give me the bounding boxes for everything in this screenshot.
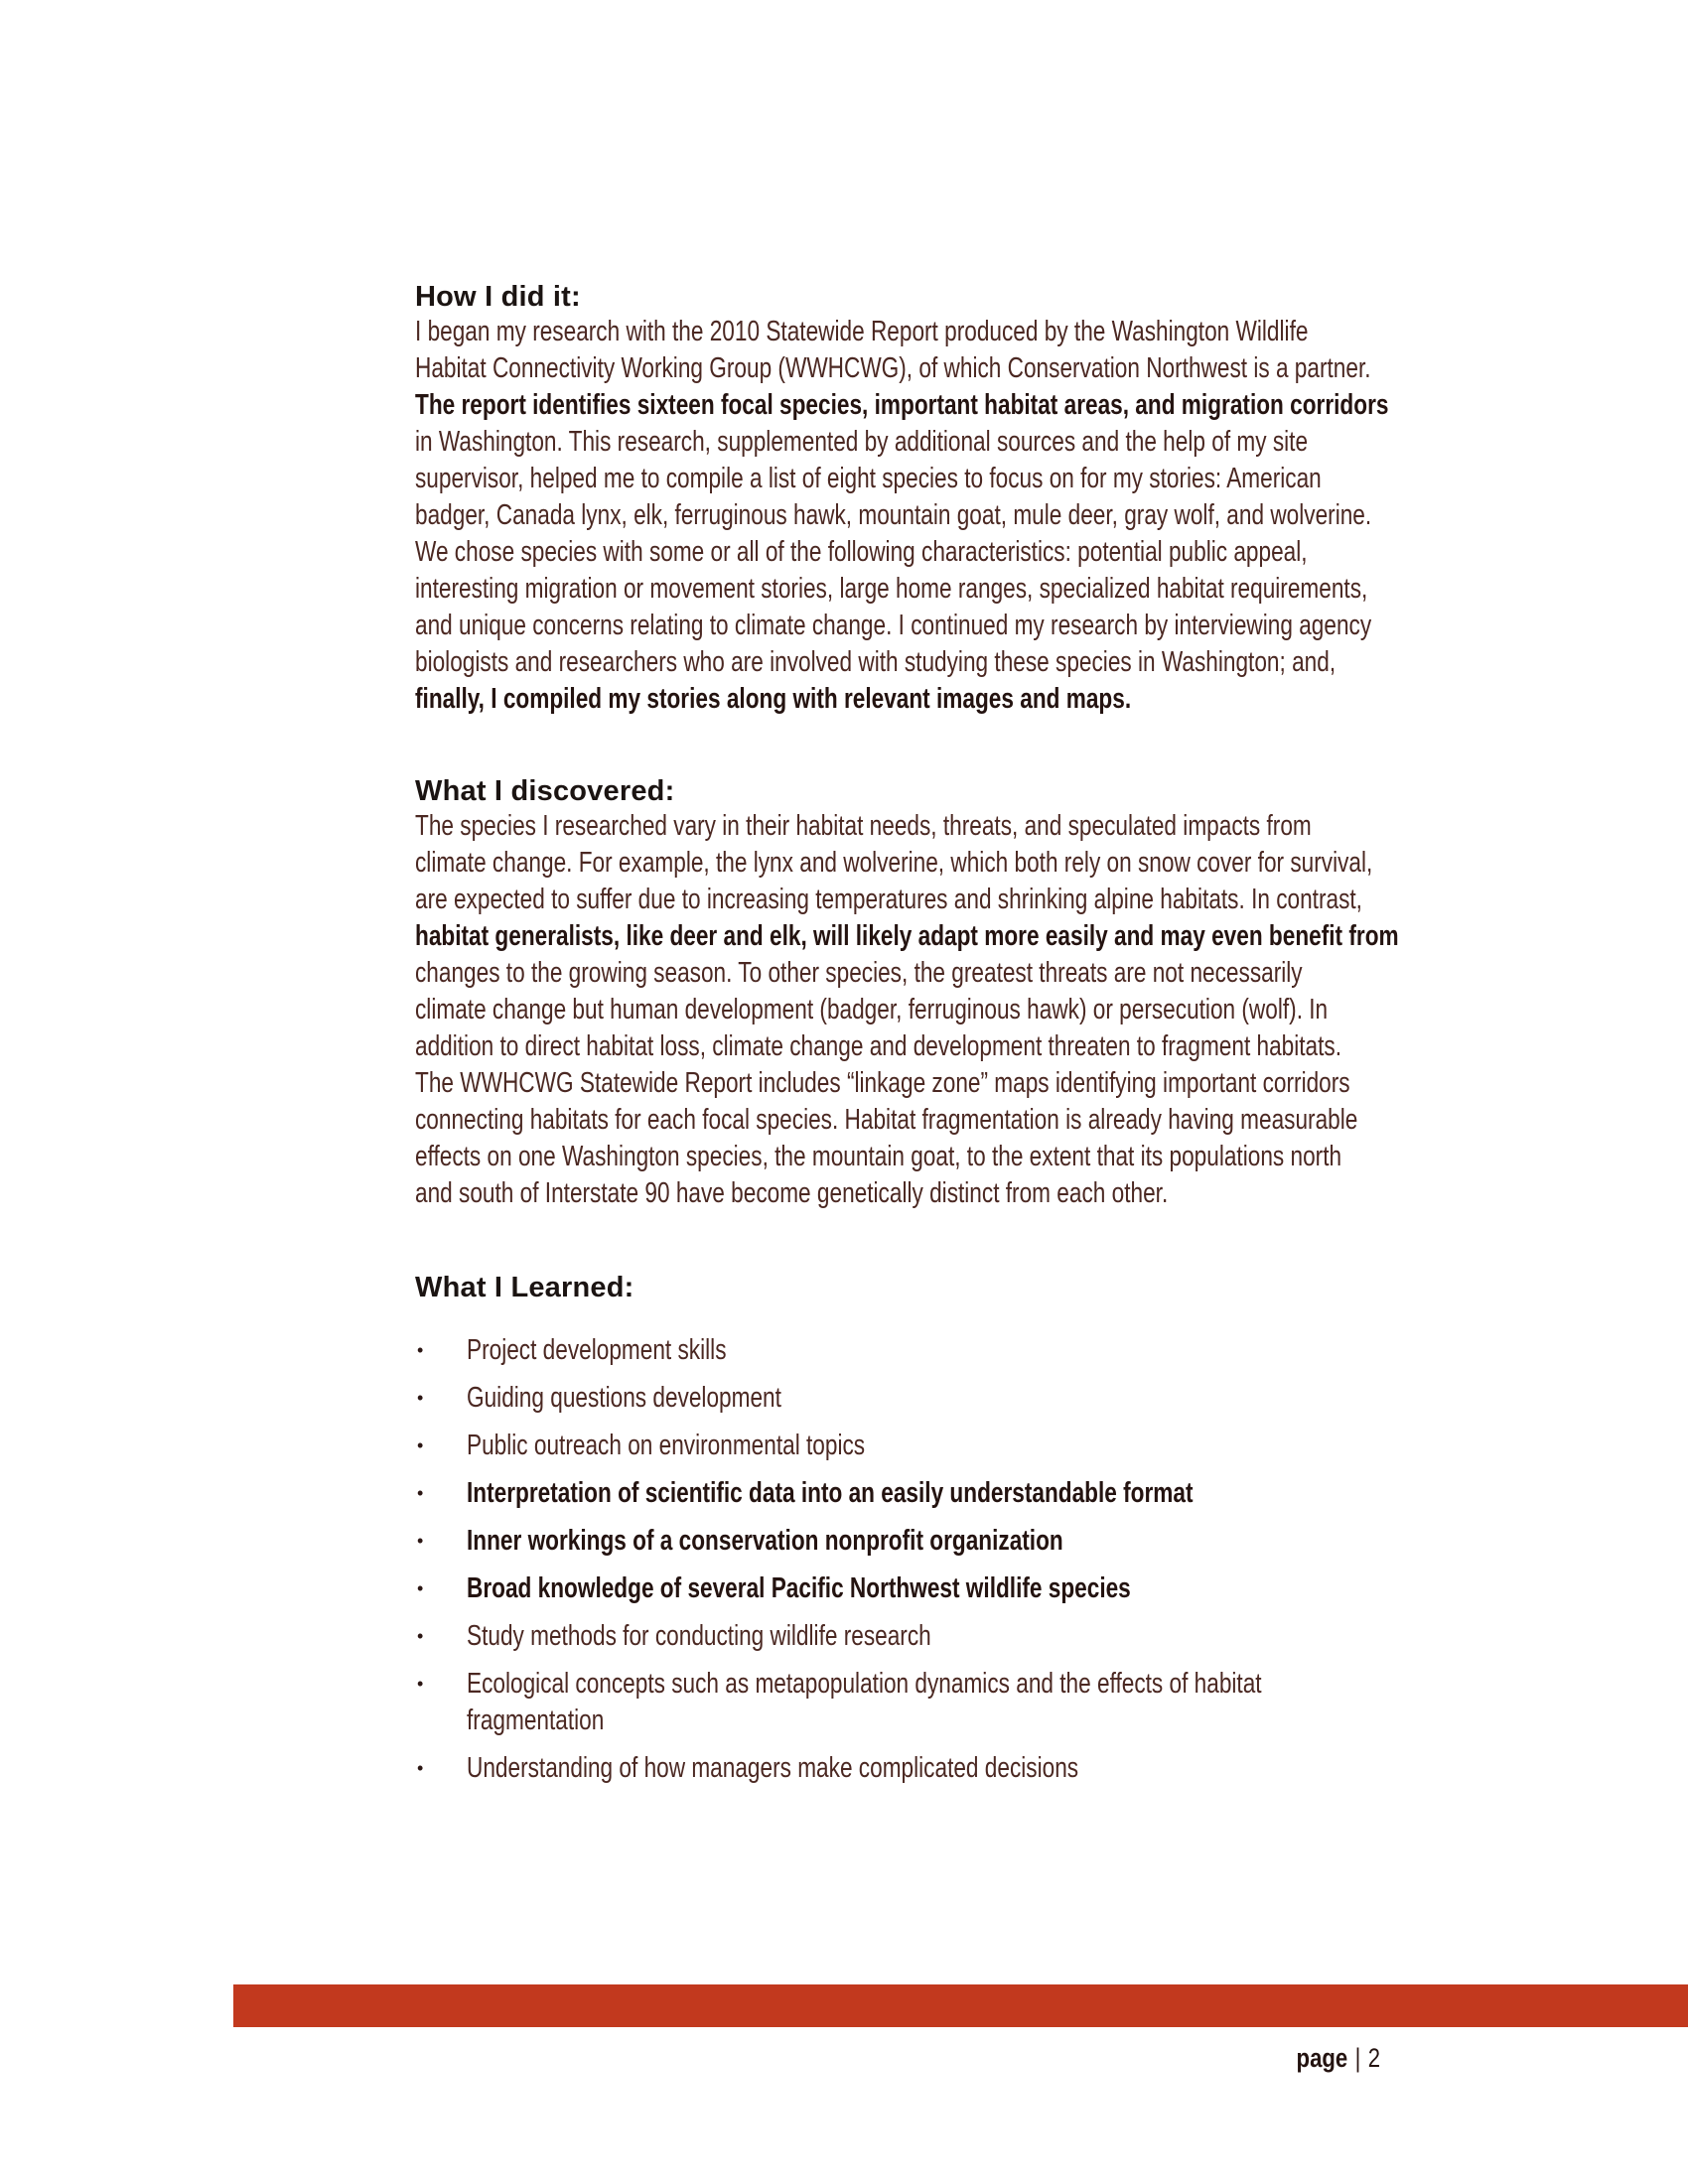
bullet-icon: • (417, 1435, 424, 1455)
paragraph-line: climate change. For example, the lynx and wolverine, which both rely on snow cover for survival, (415, 847, 1373, 879)
paragraph-line: and unique concerns relating to climate change. I continued my research by interviewing agency (415, 610, 1372, 641)
footer-page-label: page (1296, 2043, 1348, 2073)
footer-accent-bar (233, 1984, 1688, 2027)
bullet-icon: • (417, 1674, 424, 1694)
paragraph-line: climate change but human development (badger, ferruginous hawk) or persecution (wolf). In (415, 994, 1329, 1025)
bullet-icon: • (417, 1483, 424, 1503)
list-item (415, 1332, 1507, 1369)
list-item-text: Project development skills (467, 1334, 727, 1366)
paragraph-line: biologists and researchers who are involved with studying these species in Washington; and, (415, 646, 1336, 678)
paragraph-line: badger, Canada lynx, elk, ferruginous hawk, mountain goat, mule deer, gray wolf, and wolverine. (415, 499, 1372, 531)
bullet-icon: • (417, 1388, 424, 1408)
list-item (415, 1570, 1507, 1607)
paragraph-how-i-did-it (415, 314, 1507, 718)
bullet-icon: • (417, 1626, 424, 1646)
footer-separator: | (1354, 2043, 1361, 2073)
list-item (415, 1618, 1507, 1655)
paragraph-line: changes to the growing season. To other species, the greatest threats are not necessarily (415, 957, 1303, 989)
list-item-text: Broad knowledge of several Pacific Northwest wildlife species (467, 1572, 1131, 1604)
list-item (415, 1475, 1507, 1512)
page-content (415, 280, 1507, 1798)
paragraph-line: The report identifies sixteen focal species, important habitat areas, and migration corridors (415, 389, 1389, 421)
paragraph-line: Habitat Connectivity Working Group (WWHCWG), of which Conservation Northwest is a partner. (415, 352, 1371, 384)
paragraph-line: and south of Interstate 90 have become genetically distinct from each other. (415, 1177, 1169, 1209)
section-heading-what-i-learned: What I Learned: (415, 1272, 634, 1303)
list-item-text: Inner workings of a conservation nonprofit organization (467, 1525, 1063, 1557)
list-item-text: Guiding questions development (467, 1382, 781, 1414)
list-item (415, 1428, 1507, 1464)
paragraph-line: supervisor, helped me to compile a list of eight species to focus on for my stories: American (415, 463, 1322, 494)
paragraph-line: habitat generalists, like deer and elk, will likely adapt more easily and may even benefit from (415, 920, 1399, 952)
paragraph-line: in Washington. This research, supplemented by additional sources and the help of my site (415, 426, 1309, 458)
list-item (415, 1750, 1507, 1787)
bullet-icon: • (417, 1758, 424, 1778)
paragraph-line: The species I researched vary in their habitat needs, threats, and speculated impacts from (415, 810, 1312, 842)
list-item-line: Ecological concepts such as metapopulation dynamics and the effects of habitat (467, 1668, 1262, 1700)
section-heading-how-i-did-it: How I did it: (415, 281, 581, 313)
paragraph-line: interesting migration or movement stories, large home ranges, specialized habitat requirements, (415, 573, 1368, 605)
list-item (415, 1523, 1507, 1560)
list-item-text: Public outreach on environmental topics (467, 1430, 866, 1461)
paragraph-line: The WWHCWG Statewide Report includes “linkage zone” maps identifying important corridors (415, 1067, 1350, 1099)
list-item-text: Interpretation of scientific data into an easily understandable format (467, 1477, 1194, 1509)
paragraph-line: finally, I compiled my stories along with relevant images and maps. (415, 683, 1132, 715)
list-item-text: Understanding of how managers make complicated decisions (467, 1752, 1079, 1784)
footer-page-number: 2 (1367, 2043, 1380, 2073)
list-item (415, 1666, 1507, 1739)
list-item-text: Study methods for conducting wildlife research (467, 1620, 931, 1652)
list-item (415, 1380, 1507, 1417)
bullet-icon: • (417, 1340, 424, 1360)
bullet-icon: • (417, 1578, 424, 1598)
page-footer (1296, 2041, 1380, 2075)
section-heading-what-i-discovered: What I discovered: (415, 775, 675, 807)
paragraph-line: I began my research with the 2010 Statewide Report produced by the Washington Wildlife (415, 316, 1309, 347)
bullet-icon: • (417, 1531, 424, 1551)
paragraph-line: effects on one Washington species, the mountain goat, to the extent that its populations north (415, 1141, 1342, 1172)
paragraph-line: are expected to suffer due to increasing temperatures and shrinking alpine habitats. In contrast, (415, 884, 1362, 915)
list-item-line: fragmentation (467, 1705, 605, 1736)
learned-list (415, 1332, 1507, 1787)
paragraph-line: We chose species with some or all of the following characteristics: potential public appeal, (415, 536, 1308, 568)
paragraph-line: addition to direct habitat loss, climate change and development threaten to fragment habitats. (415, 1030, 1342, 1062)
list-item-text (467, 1666, 1485, 1739)
paragraph-what-i-discovered (415, 808, 1507, 1212)
paragraph-line: connecting habitats for each focal species. Habitat fragmentation is already having measurable (415, 1104, 1358, 1136)
